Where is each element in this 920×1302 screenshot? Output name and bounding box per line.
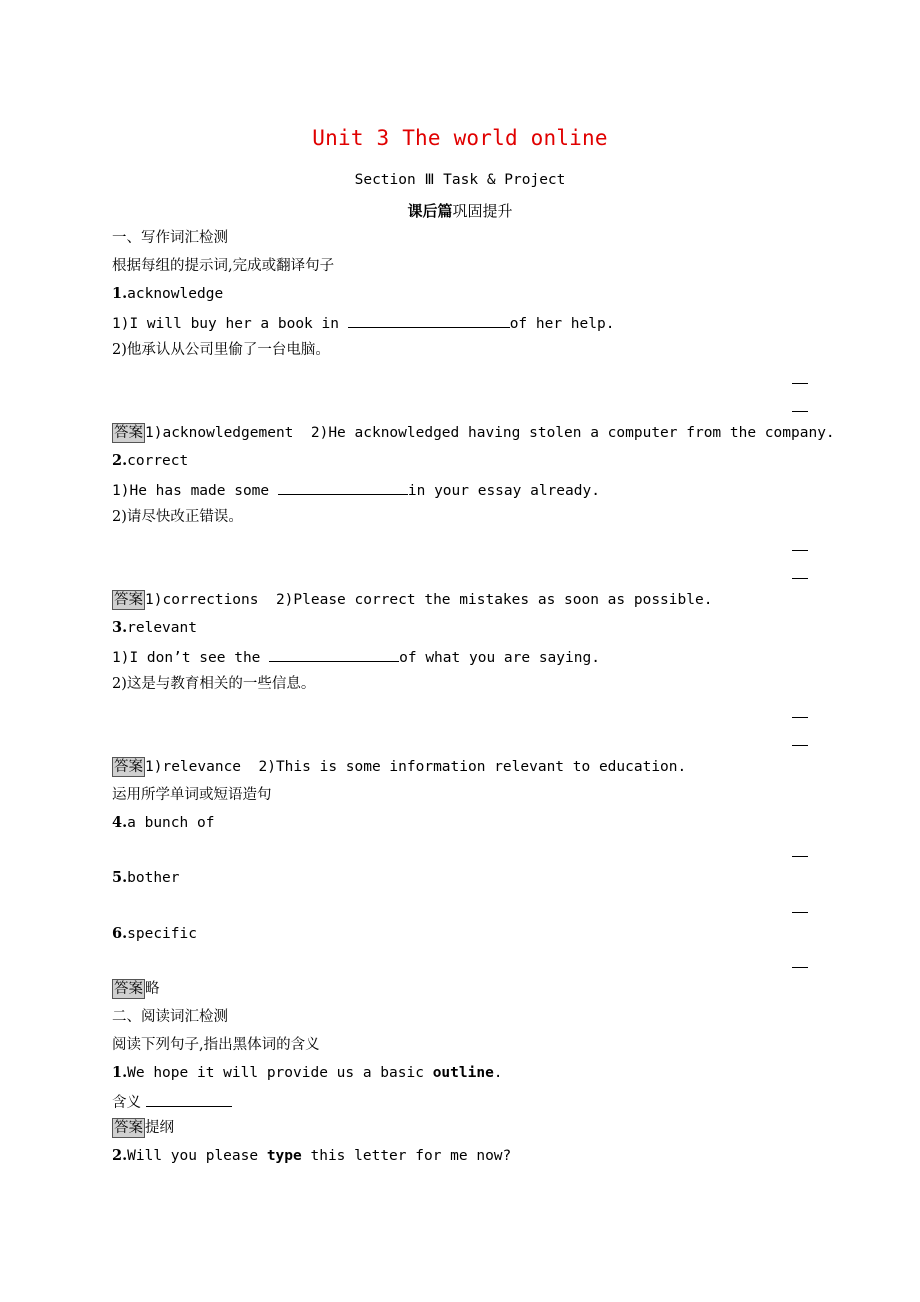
answer-tag: 答案 — [114, 759, 143, 775]
question-2-word — [112, 451, 188, 471]
answer-1 — [112, 423, 835, 443]
answer-line[interactable] — [792, 967, 808, 968]
answer-2 — [112, 590, 712, 610]
subheading-rest: 巩固提升 — [452, 202, 513, 220]
r2-number: 2. — [112, 1147, 128, 1164]
question-2b: 2)请尽快改正错误。 — [112, 509, 243, 525]
answer-line[interactable] — [792, 912, 808, 913]
answer-tag: 答案 — [114, 592, 143, 608]
q1a-blank[interactable] — [348, 312, 510, 328]
answer-tag: 答案 — [114, 981, 143, 997]
reading-1-answer — [112, 1118, 174, 1138]
part1-heading: 一、写作词汇检测 — [112, 230, 228, 246]
part2-instruction: 阅读下列句子,指出黑体词的含义 — [112, 1037, 320, 1053]
r2-text-after: this letter for me now? — [301, 1148, 512, 1164]
subheading — [0, 200, 920, 221]
unit-title: Unit 3 The world online — [312, 126, 608, 150]
reading-1 — [112, 1063, 503, 1083]
answer-line[interactable] — [792, 578, 808, 579]
answer-line[interactable] — [792, 411, 808, 412]
r1-text-before: We hope it will provide us a basic — [127, 1065, 433, 1081]
answer-tag: 答案 — [114, 1120, 143, 1136]
q5-number: 5. — [112, 869, 128, 886]
q4-number: 4. — [112, 814, 128, 831]
part1-instruction: 根据每组的提示词,完成或翻译句子 — [112, 258, 335, 274]
answer-line[interactable] — [792, 550, 808, 551]
q3a-text-before: 1)I don’t see the — [112, 650, 270, 666]
answer-456-text: 略 — [145, 981, 160, 997]
reading-1-meaning — [112, 1091, 232, 1113]
reading-1-answer-text: 提纲 — [145, 1120, 174, 1136]
r2-text-before: Will you please — [127, 1148, 267, 1164]
part2-heading: 二、阅读词汇检测 — [112, 1009, 228, 1025]
q1a-text-before: 1)I will buy her a book in — [112, 316, 348, 332]
answer-line[interactable] — [792, 856, 808, 857]
q3a-blank[interactable] — [269, 646, 399, 662]
answer-2-text: 1)corrections 2)Please correct the mistakes as soon as possible. — [145, 592, 713, 608]
question-1-word — [112, 284, 223, 304]
question-6-word — [112, 924, 197, 944]
q5-word: bother — [127, 870, 180, 886]
answer-line[interactable] — [792, 745, 808, 746]
question-2a — [112, 479, 600, 501]
answer-tag: 答案 — [114, 425, 143, 441]
q6-word: specific — [127, 926, 197, 942]
subheading-bold: 课后篇 — [407, 202, 453, 220]
answer-456 — [112, 979, 160, 999]
q1-number: 1. — [112, 285, 128, 302]
q2-number: 2. — [112, 452, 128, 469]
r1-number: 1. — [112, 1064, 128, 1081]
r1-bold-word: outline — [432, 1065, 494, 1081]
question-3b: 2)这是与教育相关的一些信息。 — [112, 676, 316, 692]
part1-instruction-2: 运用所学单词或短语造句 — [112, 787, 272, 803]
meaning-label: 含义 — [112, 1095, 146, 1111]
meaning-blank[interactable] — [146, 1091, 232, 1107]
question-5-word — [112, 868, 180, 888]
section-title: Section Ⅲ Task & Project — [354, 172, 566, 188]
r2-bold-word: type — [266, 1148, 302, 1164]
q6-number: 6. — [112, 925, 128, 942]
q2a-text-before: 1)He has made some — [112, 483, 278, 499]
q2a-text-after: in your essay already. — [407, 483, 600, 499]
answer-3-text: 1)relevance 2)This is some information relevant to education. — [145, 759, 687, 775]
q3-number: 3. — [112, 619, 128, 636]
answer-1-text: 1)acknowledgement 2)He acknowledged having stolen a computer from the company. — [145, 425, 835, 441]
question-1b: 2)他承认从公司里偷了一台电脑。 — [112, 342, 330, 358]
q2a-blank[interactable] — [278, 479, 408, 495]
question-3a — [112, 646, 600, 668]
q3a-text-after: of what you are saying. — [399, 650, 600, 666]
answer-line[interactable] — [792, 383, 808, 384]
answer-3 — [112, 757, 686, 777]
q2-word: correct — [127, 453, 189, 469]
r1-text-after: . — [493, 1065, 503, 1081]
q4-word: a bunch of — [127, 815, 215, 831]
q1-word: acknowledge — [127, 286, 224, 302]
q3-word: relevant — [127, 620, 197, 636]
answer-line[interactable] — [792, 717, 808, 718]
q1a-text-after: of her help. — [509, 316, 615, 332]
question-4-word — [112, 813, 214, 833]
reading-2 — [112, 1146, 511, 1166]
question-1a — [112, 312, 614, 334]
question-3-word — [112, 618, 197, 638]
